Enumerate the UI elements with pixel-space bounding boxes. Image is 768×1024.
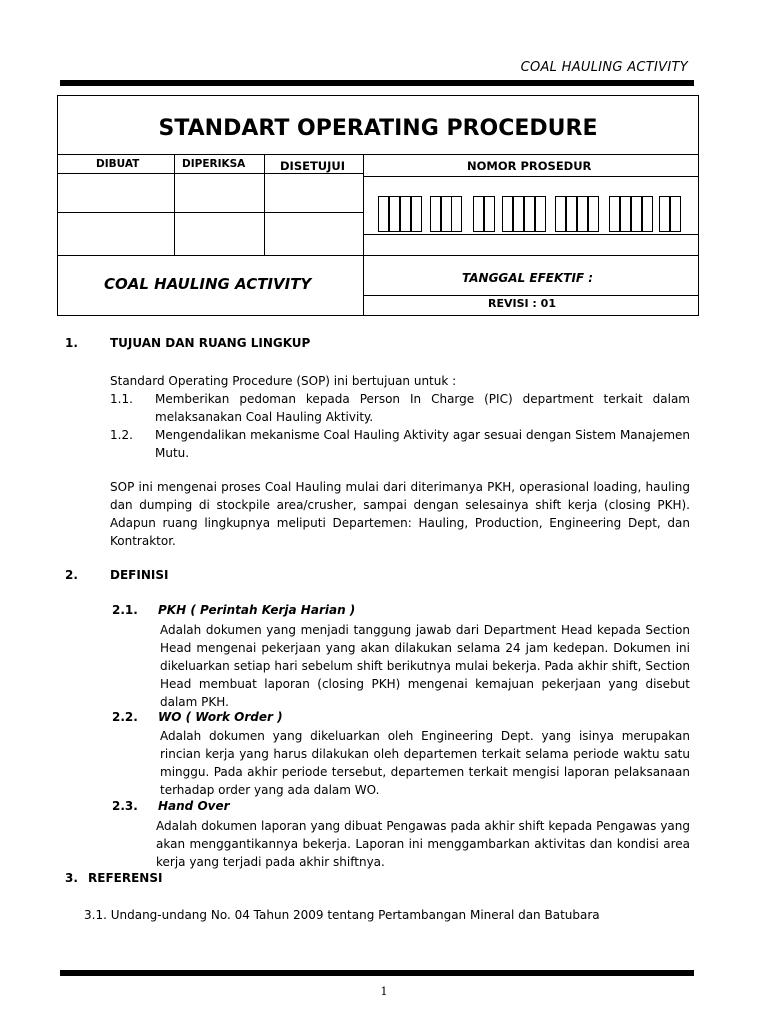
procedure-digit-box: [502, 196, 513, 232]
subsection-number: 2.2.: [112, 710, 138, 724]
definition-text: Adalah dokumen yang menjadi tanggung jawab dari Department Head kepada Section Head mengenai pekerjaan yang akan dilakukan selama 24 jam kedepan. Dokumen ini dikeluarkan setiap hari sebelum shift berikutnya mulai bekerja. Pada akhir shift, Section Head membuat laporan (closing PKH) mengenai kemajuan pekerjaan yang disebut dalam PKH.: [160, 623, 690, 709]
subsection-number: 2.1.: [112, 603, 138, 617]
col-diperiksa: DIPERIKSA: [182, 158, 246, 170]
procedure-digit-box: [577, 196, 588, 232]
procedure-digit-box: [378, 196, 389, 232]
subsection-title: Hand Over: [158, 799, 230, 813]
table-line: [363, 295, 698, 296]
list-item-text: Mengendalikan mekanisme Coal Hauling Aktivity agar sesuai dengan Sistem Manajemen Mutu.: [155, 428, 690, 460]
table-line: [363, 234, 698, 235]
tanggal-efektif-label: TANGGAL EFEKTIF :: [462, 271, 594, 285]
procedure-digit-box: [389, 196, 400, 232]
procedure-digit-box: [400, 196, 411, 232]
section-title: REFERENSI: [88, 871, 163, 885]
table-line: [264, 154, 265, 255]
section-number: 1.: [65, 336, 78, 350]
revisi-label: REVISI : 01: [488, 297, 556, 310]
procedure-digit-box: [631, 196, 642, 232]
activity-title: COAL HAULING ACTIVITY: [104, 275, 312, 293]
procedure-digit-box: [513, 196, 524, 232]
procedure-digit-box: [411, 196, 422, 232]
col-disetujui: DISETUJUI: [280, 159, 346, 173]
page-number: 1: [380, 985, 388, 998]
col-dibuat: DIBUAT: [96, 158, 140, 170]
procedure-digit-box: [620, 196, 631, 232]
procedure-digit-box: [524, 196, 535, 232]
procedure-digit-box: [642, 196, 653, 232]
scope-paragraph: SOP ini mengenai proses Coal Hauling mulai dari diterimanya PKH, operasional loading, hauling dan dumping di stockpile area/crusher, sampai dengan selesainya shift kerja (closing PKH). Adapun ruang lingkupnya meliputi Departemen: Hauling, Production, Engineering Dept, dan Kontraktor.: [110, 480, 690, 548]
sop-title: STANDART OPERATING PROCEDURE: [158, 116, 598, 141]
table-line: [363, 176, 698, 177]
procedure-digit-box: [659, 196, 670, 232]
procedure-digit-box: [566, 196, 577, 232]
procedure-digit-box: [588, 196, 599, 232]
table-line: [58, 154, 698, 155]
list-item-text: Memberikan pedoman kepada Person In Charge (PIC) department terkait dalam melaksanakan Coal Hauling Aktivity.: [155, 392, 690, 424]
procedure-digit-box: [535, 196, 546, 232]
subsection-number: 2.3.: [112, 799, 138, 813]
table-line: [58, 212, 363, 213]
definition-text: Adalah dokumen laporan yang dibuat Pengawas pada akhir shift kepada Pengawas yang akan menggantikannya bekerja. Laporan ini menggambarkan aktivitas dan kondisi area kerja yang terjadi pada akhir shiftnya.: [156, 819, 690, 869]
document-header-title: COAL HAULING ACTIVITY: [520, 60, 688, 75]
table-line: [58, 173, 363, 174]
section-number: 2.: [65, 568, 78, 582]
table-line: [363, 154, 364, 315]
footer-divider: [60, 970, 694, 976]
list-item-number: 1.1.: [110, 392, 133, 406]
reference-item: 3.1. Undang-undang No. 04 Tahun 2009 tentang Pertambangan Mineral dan Batubara: [84, 908, 600, 922]
subsection-title: PKH ( Perintah Kerja Harian ): [158, 603, 356, 617]
procedure-digit-box: [430, 196, 441, 232]
list-item-number: 1.2.: [110, 428, 133, 442]
section-number: 3.: [65, 871, 78, 885]
procedure-digit-box: [451, 196, 462, 232]
header-divider: [60, 80, 694, 86]
section-title: TUJUAN DAN RUANG LINGKUP: [110, 336, 311, 350]
procedure-digit-box: [473, 196, 484, 232]
procedure-digit-box: [484, 196, 495, 232]
procedure-digit-box: [555, 196, 566, 232]
table-line: [174, 154, 175, 255]
section-title: DEFINISI: [110, 568, 169, 582]
section-intro: Standard Operating Procedure (SOP) ini bertujuan untuk :: [110, 374, 457, 388]
table-line: [58, 255, 698, 256]
sop-header-table: [57, 95, 699, 316]
subsection-title: WO ( Work Order ): [158, 710, 283, 724]
procedure-digit-box: [609, 196, 620, 232]
definition-text: Adalah dokumen yang dikeluarkan oleh Engineering Dept. yang isinya merupakan rincian kerja yang harus dilakukan oleh departemen terkait selama periode waktu satu minggu. Pada akhir periode tersebut, departemen terkait mengisi laporan pelaksanaan terhadap order yang ada dalam WO.: [160, 729, 690, 797]
col-nomor-prosedur: NOMOR PROSEDUR: [467, 159, 592, 173]
procedure-digit-box: [670, 196, 681, 232]
